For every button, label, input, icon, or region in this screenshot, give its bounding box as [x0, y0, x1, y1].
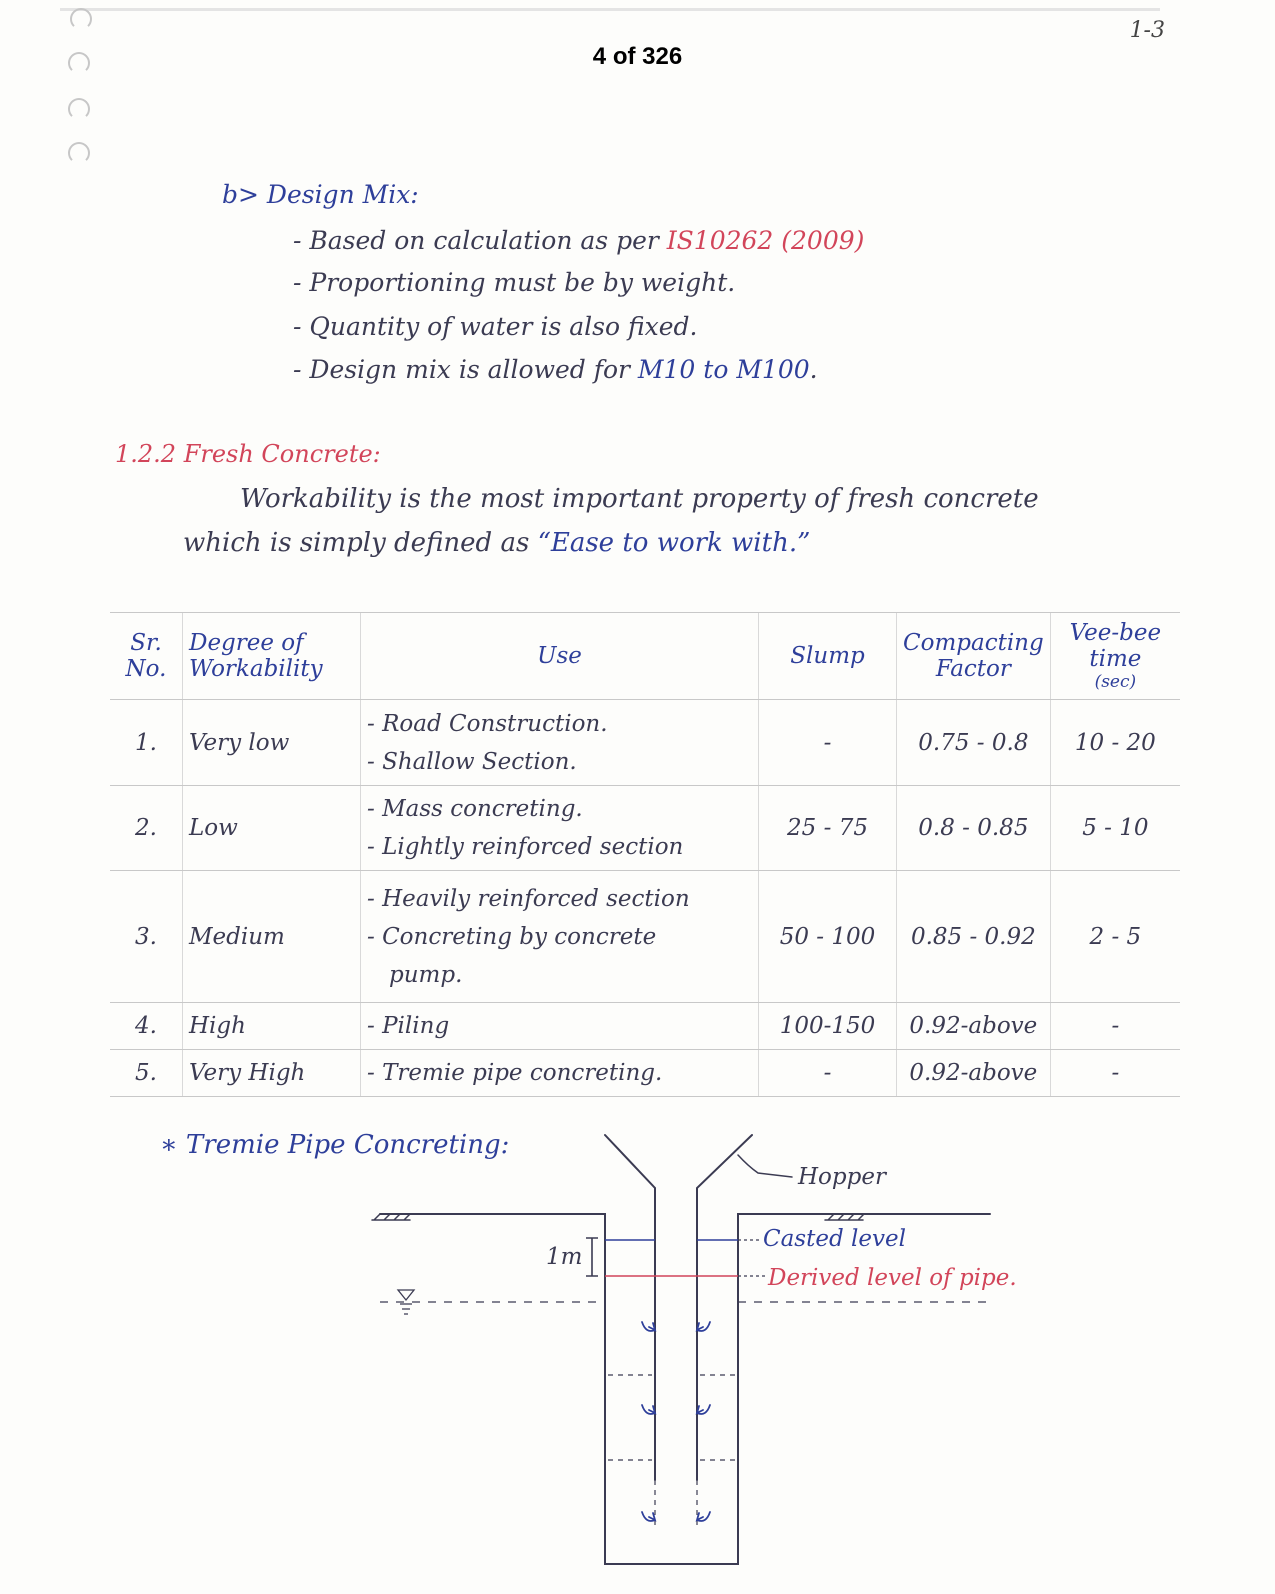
tremie-heading: ∗ Tremie Pipe Concreting: [160, 1130, 510, 1160]
cell-use [361, 700, 759, 786]
bullet-tail: . [809, 355, 818, 384]
table-row [110, 1050, 1180, 1097]
use-item: - Concreting by concrete [367, 923, 657, 950]
flow-arrow-icon [697, 1405, 710, 1414]
page-edge-divider [60, 8, 1160, 11]
col-header-vee-bee-time [1050, 613, 1180, 700]
col-header-slump: Slump [759, 613, 897, 700]
cell-degree: High [183, 1003, 361, 1050]
cell-use [361, 871, 759, 1003]
water-table-icon [400, 1304, 412, 1314]
use-item: pump. [389, 961, 463, 988]
cell-sr: 4. [110, 1003, 183, 1050]
bullet-text: - Design mix is allowed for [293, 355, 638, 384]
bullet-text: - Based on calculation as per [293, 226, 667, 255]
use-item: - Tremie pipe concreting. [367, 1060, 663, 1086]
cell-compacting-factor: 0.85 - 0.92 [897, 871, 1051, 1003]
workability-definition-quote: “Ease to work with.” [537, 528, 811, 558]
cell-vee-bee: - [1050, 1050, 1180, 1097]
design-mix-heading: b> Design Mix: [222, 180, 419, 209]
table-header-row [110, 613, 1180, 700]
cell-use [361, 1050, 759, 1097]
cell-compacting-factor: 0.92-above [897, 1050, 1051, 1097]
use-item: - Heavily reinforced section [367, 885, 690, 912]
cell-compacting-factor: 0.92-above [897, 1003, 1051, 1050]
tremie-pipe-diagram [360, 1130, 1120, 1570]
table-row [110, 1003, 1180, 1050]
cell-sr: 1. [110, 700, 183, 786]
table-row [110, 786, 1180, 871]
cell-sr: 3. [110, 871, 183, 1003]
binder-hole-icon [70, 8, 92, 30]
use-item: - Mass concreting. [367, 796, 583, 822]
workability-paragraph-line2 [183, 528, 810, 558]
col-header-sr-no [110, 613, 183, 700]
design-mix-bullet [293, 226, 864, 255]
bullet-text: - Proportioning must be by weight. [293, 268, 736, 297]
col-header-compacting-factor [897, 613, 1051, 700]
page-counter: 4 of 326 [592, 43, 683, 70]
cell-vee-bee: 5 - 10 [1050, 786, 1180, 871]
flow-arrow-icon [642, 1322, 655, 1331]
header-text: Factor [935, 656, 1011, 682]
use-item: - Shallow Section. [367, 748, 577, 775]
header-text: Degree of [189, 630, 304, 656]
section-heading: 1.2.2 Fresh Concrete: [115, 440, 381, 468]
dimension-label: 1m [546, 1244, 583, 1270]
workability-paragraph-line1: Workability is the most important property of fresh concrete [240, 484, 1039, 514]
table-row [110, 700, 1180, 786]
workability-table [110, 612, 1180, 1097]
flow-arrow-icon [697, 1322, 710, 1331]
header-text: Vee-bee [1069, 620, 1162, 646]
cell-slump: 100-150 [759, 1003, 897, 1050]
design-mix-bullet [293, 312, 697, 341]
cell-slump: - [759, 700, 897, 786]
paragraph-text: which is simply defined as [183, 528, 538, 558]
use-item: - Road Construction. [367, 710, 608, 737]
cell-compacting-factor: 0.8 - 0.85 [897, 786, 1051, 871]
hopper-left-wall [605, 1135, 655, 1480]
bullet-text: - Quantity of water is also fixed. [293, 312, 698, 341]
use-item: - Lightly reinforced section [367, 834, 684, 860]
use-item: - Piling [367, 1013, 450, 1039]
cell-degree: Low [183, 786, 361, 871]
cell-slump: 50 - 100 [759, 871, 897, 1003]
cell-degree: Medium [183, 871, 361, 1003]
header-text: (sec) [1094, 672, 1137, 692]
cell-vee-bee: 10 - 20 [1050, 700, 1180, 786]
casted-level-label: Casted level [763, 1226, 906, 1252]
col-header-degree [183, 613, 361, 700]
cell-compacting-factor: 0.75 - 0.8 [897, 700, 1051, 786]
header-text: Sr. [130, 630, 162, 656]
binder-hole-icon [68, 142, 90, 164]
water-table-icon [398, 1290, 414, 1300]
col-header-use: Use [361, 613, 759, 700]
design-mix-bullet [293, 268, 735, 297]
hopper-label: Hopper [798, 1164, 886, 1190]
flow-arrow-icon [642, 1405, 655, 1414]
cell-sr: 5. [110, 1050, 183, 1097]
cell-degree: Very low [183, 700, 361, 786]
cell-slump: 25 - 75 [759, 786, 897, 871]
flow-arrow-icon [697, 1512, 710, 1521]
cell-slump: - [759, 1050, 897, 1097]
cell-vee-bee: 2 - 5 [1050, 871, 1180, 1003]
grade-range: M10 to M100 [637, 355, 810, 384]
hopper-right-wall [697, 1135, 752, 1480]
dimension-marker [586, 1238, 598, 1276]
table-row [110, 871, 1180, 1003]
design-mix-bullet [293, 355, 818, 384]
standard-reference: IS10262 (2009) [666, 226, 865, 255]
cell-use [361, 786, 759, 871]
cell-vee-bee: - [1050, 1003, 1180, 1050]
cell-degree: Very High [183, 1050, 361, 1097]
page-reference: 1-3 [1129, 18, 1165, 43]
flow-arrow-icon [642, 1512, 655, 1521]
header-text: time [1089, 646, 1142, 672]
derived-level-label: Derived level of pipe. [768, 1265, 1017, 1291]
binder-hole-icon [68, 98, 90, 120]
header-text: Compacting [903, 630, 1044, 656]
hopper-leader-line [738, 1155, 792, 1177]
cell-sr: 2. [110, 786, 183, 871]
cell-use [361, 1003, 759, 1050]
header-text: Workability [189, 656, 323, 682]
header-text: No. [125, 656, 167, 682]
